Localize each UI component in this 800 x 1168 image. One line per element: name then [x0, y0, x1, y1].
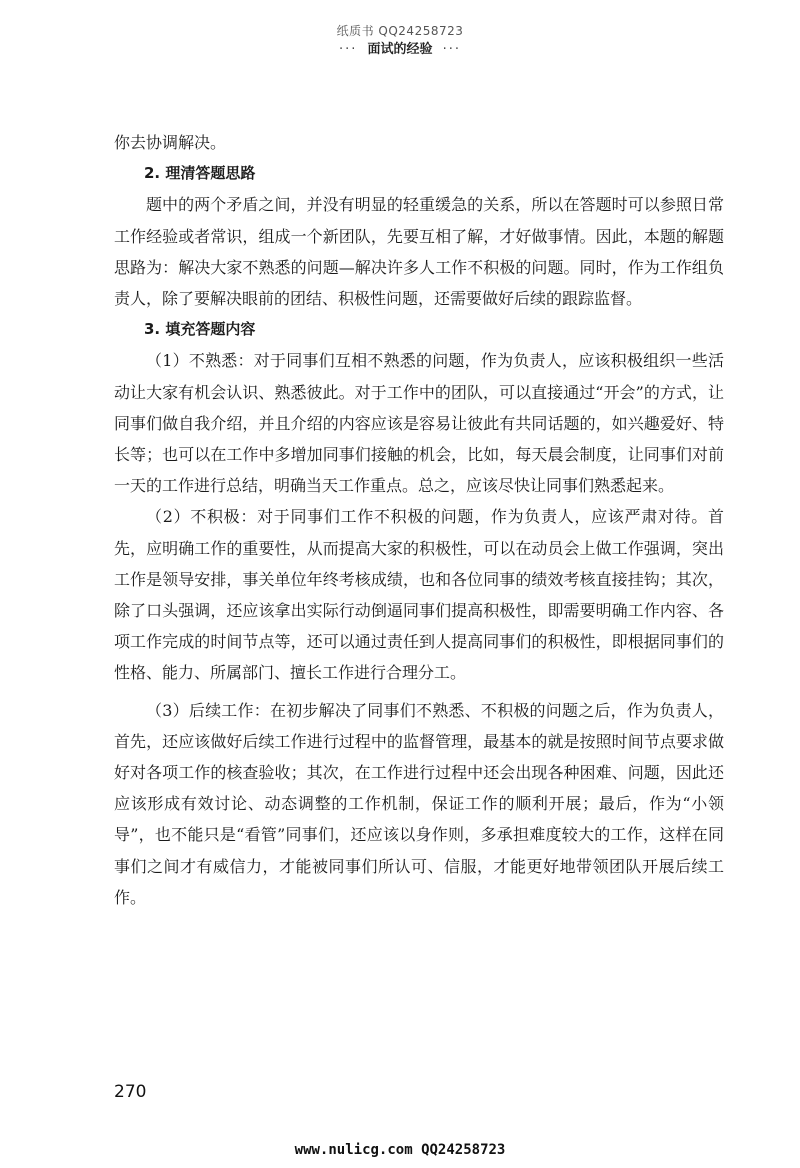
section-heading-3: 3. 填充答题内容 [144, 320, 256, 339]
paragraph-followup: （3）后续工作：在初步解决了同事们不熟悉、不积极的问题之后，作为负责人，首先，还应该做好后续工作进行过程中的监督管理，最基本的就是按照时间节点要求做好对各项工作的核查验收；其次，在工作进行过程中还会出现各种困难、问题，因此还应该形成有效讨论、动态调整的工作机制，保证工作的顺利开展；最后，作为“小领导”，也不能只是“看管”同事们，还应该以身作则，多承担难度较大的工作，这样在同事们之间才有威信力，才能被同事们所认可、信服，才能更好地带领团队开展后续工作。 [114, 700, 724, 907]
continuation-paragraph: 你去协调解决。 [114, 133, 227, 152]
header-dots-left: ··· [338, 42, 358, 57]
body-text [114, 127, 724, 913]
paragraph-inactive: （2）不积极：对于同事们工作不积极的问题，作为负责人，应该严肃对待。首先，应明确工作的重要性，从而提高大家的积极性，可以在动员会上做工作强调，突出工作是领导安排，事关单位年终考核成绩，也和各位同事的绩效考核直接挂钩；其次，除了口头强调，还应该拿出实际行动倒逼同事们提高积极性，即需要明确工作内容、各项工作完成的时间节点等，还可以通过责任到人提高同事们的积极性，即根据同事们的性格、能力、所属部门、擅长工作进行合理分工。 [114, 507, 724, 683]
bottom-watermark: www.nulicg.com QQ24258723 [294, 1142, 506, 1158]
header-title: 面试的经验 [367, 42, 433, 57]
running-header [0, 38, 800, 57]
section-heading-2: 2. 理清答题思路 [144, 164, 256, 183]
page-number: 270 [114, 1082, 147, 1102]
paragraph-approach: 题中的两个矛盾之间，并没有明显的轻重缓急的关系，所以在答题时可以参照日常工作经验或者常识，组成一个新团队，先要互相了解，才好做事情。因此，本题的解题思路为：解决大家不熟悉的问题—解决许多人工作不积极的问题。同时，作为工作组负责人，除了要解决眼前的团结、积极性问题，还需要做好后续的跟踪监督。 [114, 195, 724, 309]
header-dots-right: ··· [442, 42, 462, 57]
top-watermark: 纸质书 QQ24258723 [336, 24, 464, 38]
paragraph-unfamiliar: （1）不熟悉：对于同事们互相不熟悉的问题，作为负责人，应该积极组织一些活动让大家有机会认识、熟悉彼此。对于工作中的团队，可以直接通过“开会”的方式，让同事们做自我介绍，并且介绍的内容应该是容易让彼此有共同话题的，如兴趣爱好、特长等；也可以在工作中多增加同事们接触的机会，比如，每天晨会制度，让同事们对前一天的工作进行总结，明确当天工作重点。总之，应该尽快让同事们熟悉起来。 [114, 351, 724, 496]
